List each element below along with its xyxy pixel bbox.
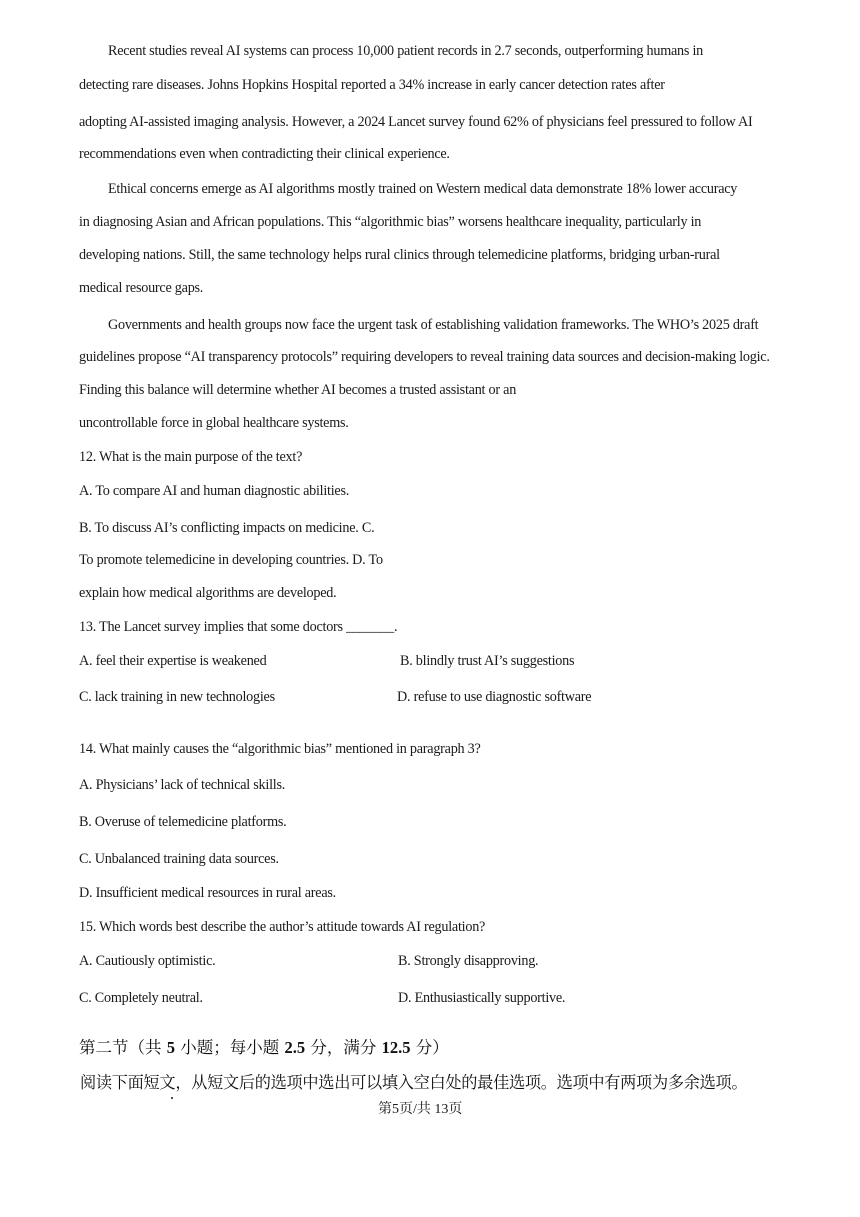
section-heading-part: 分） <box>410 1038 449 1057</box>
passage-line: in diagnosing Asian and African populations. This “algorithmic bias” worsens healthcare inequality, particularly in <box>79 214 702 230</box>
question-13-option-c: C. lack training in new technologies <box>79 689 275 705</box>
passage-line: detecting rare diseases. Johns Hopkins Hospital reported a 34% increase in early cancer detection rates after <box>79 77 665 93</box>
passage-line: recommendations even when contradicting their clinical experience. <box>79 146 450 162</box>
section-heading-part: 第二节（共 <box>79 1038 167 1057</box>
passage-line: adopting AI-assisted imaging analysis. However, a 2024 Lancet survey found 62% of physicians feel pressured to follow AI <box>79 114 753 130</box>
passage-line: Finding this balance will determine whether AI becomes a trusted assistant or an <box>79 382 517 398</box>
question-14-option-b: B. Overuse of telemedicine platforms. <box>79 814 287 830</box>
question-15-option-b: B. Strongly disapproving. <box>398 953 539 969</box>
question-12-option-line: B. To discuss AI’s conflicting impacts on medicine. C. <box>79 520 375 536</box>
passage-line: Ethical concerns emerge as AI algorithms mostly trained on Western medical data demonstrate 18% lower accuracy <box>108 181 738 197</box>
section-heading-points: 2.5 <box>284 1038 306 1057</box>
section-heading-total: 12.5 <box>381 1038 411 1057</box>
passage-line: Recent studies reveal AI systems can process 10,000 patient records in 2.7 seconds, outperforming humans in <box>108 43 703 59</box>
passage-line: developing nations. Still, the same technology helps rural clinics through telemedicine platforms, bridging urban-rural <box>79 247 720 263</box>
question-15-option-d: D. Enthusiastically supportive. <box>398 990 566 1006</box>
question-15-stem: 15. Which words best describe the author’s attitude towards AI regulation? <box>79 919 486 935</box>
section-instruction: 阅读下面短文，从短文后的选项中选出可以填入空白处的最佳选项。选项中有两项为多余选项。 <box>80 1073 748 1092</box>
question-13-option-a: A. feel their expertise is weakened <box>79 653 267 669</box>
decorative-dot <box>171 1097 173 1099</box>
passage-line: Governments and health groups now face the urgent task of establishing validation frameworks. The WHO’s 2025 draft <box>108 317 759 333</box>
passage-line: uncontrollable force in global healthcare systems. <box>79 415 349 431</box>
question-12-option-line: A. To compare AI and human diagnostic abilities. <box>79 483 350 499</box>
section-heading <box>79 1037 449 1059</box>
question-13-option-b: B. blindly trust AI’s suggestions <box>400 653 575 669</box>
question-14-option-d: D. Insufficient medical resources in rural areas. <box>79 885 336 901</box>
question-12-option-line: To promote telemedicine in developing countries. D. To <box>79 552 383 568</box>
question-14-stem: 14. What mainly causes the “algorithmic bias” mentioned in paragraph 3? <box>79 741 481 757</box>
question-13-option-d: D. refuse to use diagnostic software <box>397 689 592 705</box>
question-14-option-a: A. Physicians’ lack of technical skills. <box>79 777 286 793</box>
question-12-option-line: explain how medical algorithms are developed. <box>79 585 337 601</box>
question-15-option-c: C. Completely neutral. <box>79 990 203 1006</box>
page-footer: 第5页/共 13页 <box>378 1102 463 1117</box>
passage-line: medical resource gaps. <box>79 280 204 296</box>
question-13-stem: 13. The Lancet survey implies that some doctors _______. <box>79 619 398 635</box>
question-12-stem: 12. What is the main purpose of the text? <box>79 449 303 465</box>
question-14-option-c: C. Unbalanced training data sources. <box>79 851 279 867</box>
question-15-option-a: A. Cautiously optimistic. <box>79 953 216 969</box>
section-heading-count: 5 <box>166 1038 175 1057</box>
section-heading-part: 小题；每小题 <box>175 1038 285 1057</box>
section-heading-part: 分，满分 <box>305 1038 382 1057</box>
passage-line: guidelines propose “AI transparency protocols” requiring developers to reveal training data sources and decision-making logic. <box>79 349 770 365</box>
